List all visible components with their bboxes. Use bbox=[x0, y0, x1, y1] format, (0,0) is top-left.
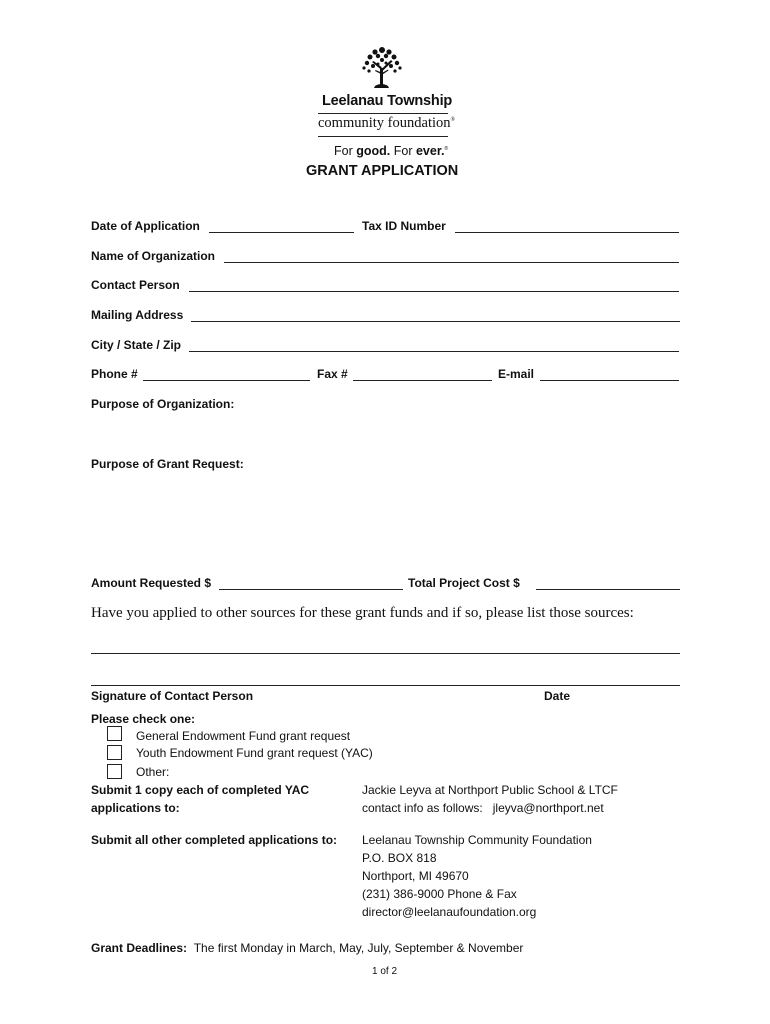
yac-submit-label-line-2: applications to: bbox=[91, 801, 180, 815]
logo-tagline: For good. For ever.® bbox=[334, 144, 449, 158]
address-email[interactable]: director@leelanaufoundation.org bbox=[362, 905, 537, 919]
total-project-cost-field[interactable] bbox=[536, 589, 680, 590]
logo-trademark: ® bbox=[450, 117, 456, 124]
other-sources-field-line-2[interactable] bbox=[91, 685, 680, 686]
phone-label: Phone # bbox=[91, 367, 138, 381]
contact-person-field[interactable] bbox=[189, 291, 679, 292]
grant-deadlines-label: Grant Deadlines: bbox=[91, 941, 188, 955]
city-state-zip-field[interactable] bbox=[189, 351, 679, 352]
grant-deadlines-text: The first Monday in March, May, July, September & November bbox=[193, 941, 524, 955]
address-line-3: Northport, MI 49670 bbox=[362, 869, 469, 883]
yac-submit-label-line-1: Submit 1 copy each of completed YAC bbox=[91, 783, 310, 797]
logo-divider-top bbox=[318, 113, 448, 114]
amount-requested-label: Amount Requested $ bbox=[91, 576, 212, 590]
other-sources-field-line-1[interactable] bbox=[91, 653, 680, 654]
youth-endowment-checkbox[interactable] bbox=[107, 745, 122, 760]
other-sources-question: Have you applied to other sources for these grant funds and if so, please list those sources: bbox=[91, 605, 634, 621]
grant-deadlines bbox=[91, 941, 523, 955]
mailing-address-field[interactable] bbox=[191, 321, 680, 322]
date-of-application-field[interactable] bbox=[209, 232, 354, 233]
general-endowment-checkbox[interactable] bbox=[107, 726, 122, 741]
yac-contact-line-1: Jackie Leyva at Northport Public School & LTCF bbox=[362, 783, 618, 797]
tax-id-field[interactable] bbox=[455, 232, 679, 233]
purpose-of-grant-label: Purpose of Grant Request: bbox=[91, 457, 244, 471]
amount-requested-field[interactable] bbox=[219, 589, 403, 590]
date-of-application-label: Date of Application bbox=[91, 219, 200, 233]
tax-id-label: Tax ID Number bbox=[362, 219, 446, 233]
city-state-zip-label: City / State / Zip bbox=[91, 338, 182, 352]
purpose-of-organization-label: Purpose of Organization: bbox=[91, 397, 235, 411]
other-option-label: Other: bbox=[136, 765, 170, 779]
address-line-1: Leelanau Township Community Foundation bbox=[362, 833, 592, 847]
address-line-4: (231) 386-9000 Phone & Fax bbox=[362, 887, 517, 901]
address-line-2: P.O. BOX 818 bbox=[362, 851, 437, 865]
form-title: GRANT APPLICATION bbox=[306, 163, 459, 179]
yac-contact-line-2: contact info as follows: jleyva@northport.net bbox=[362, 801, 604, 815]
fax-label: Fax # bbox=[317, 367, 348, 381]
phone-field[interactable] bbox=[143, 380, 310, 381]
email-field[interactable] bbox=[540, 380, 679, 381]
logo-divider-bottom bbox=[318, 136, 448, 137]
email-label: E-mail bbox=[498, 367, 535, 381]
signature-label: Signature of Contact Person bbox=[91, 689, 254, 703]
other-submit-label: Submit all other completed applications to: bbox=[91, 833, 338, 847]
mailing-address-label: Mailing Address bbox=[91, 308, 184, 322]
tree-logo-icon bbox=[358, 44, 406, 90]
youth-endowment-option-label: Youth Endowment Fund grant request (YAC) bbox=[136, 746, 373, 760]
signature-date-label: Date bbox=[544, 689, 571, 703]
page-number: 1 of 2 bbox=[372, 966, 398, 977]
logo-subtitle: community foundation® bbox=[318, 115, 456, 131]
logo-title: Leelanau Township bbox=[322, 93, 453, 109]
yac-contact-email: jleyva@northport.net bbox=[492, 801, 604, 815]
other-option-checkbox[interactable] bbox=[107, 764, 122, 779]
fax-field[interactable] bbox=[353, 380, 492, 381]
purpose-of-organization-area[interactable] bbox=[91, 414, 679, 454]
check-one-label: Please check one: bbox=[91, 712, 196, 726]
organization-name-label: Name of Organization bbox=[91, 249, 216, 263]
organization-name-field[interactable] bbox=[224, 262, 679, 263]
general-endowment-option-label: General Endowment Fund grant request bbox=[136, 729, 351, 743]
purpose-of-grant-area[interactable] bbox=[91, 474, 679, 570]
contact-person-label: Contact Person bbox=[91, 278, 180, 292]
total-project-cost-label: Total Project Cost $ bbox=[408, 576, 520, 590]
